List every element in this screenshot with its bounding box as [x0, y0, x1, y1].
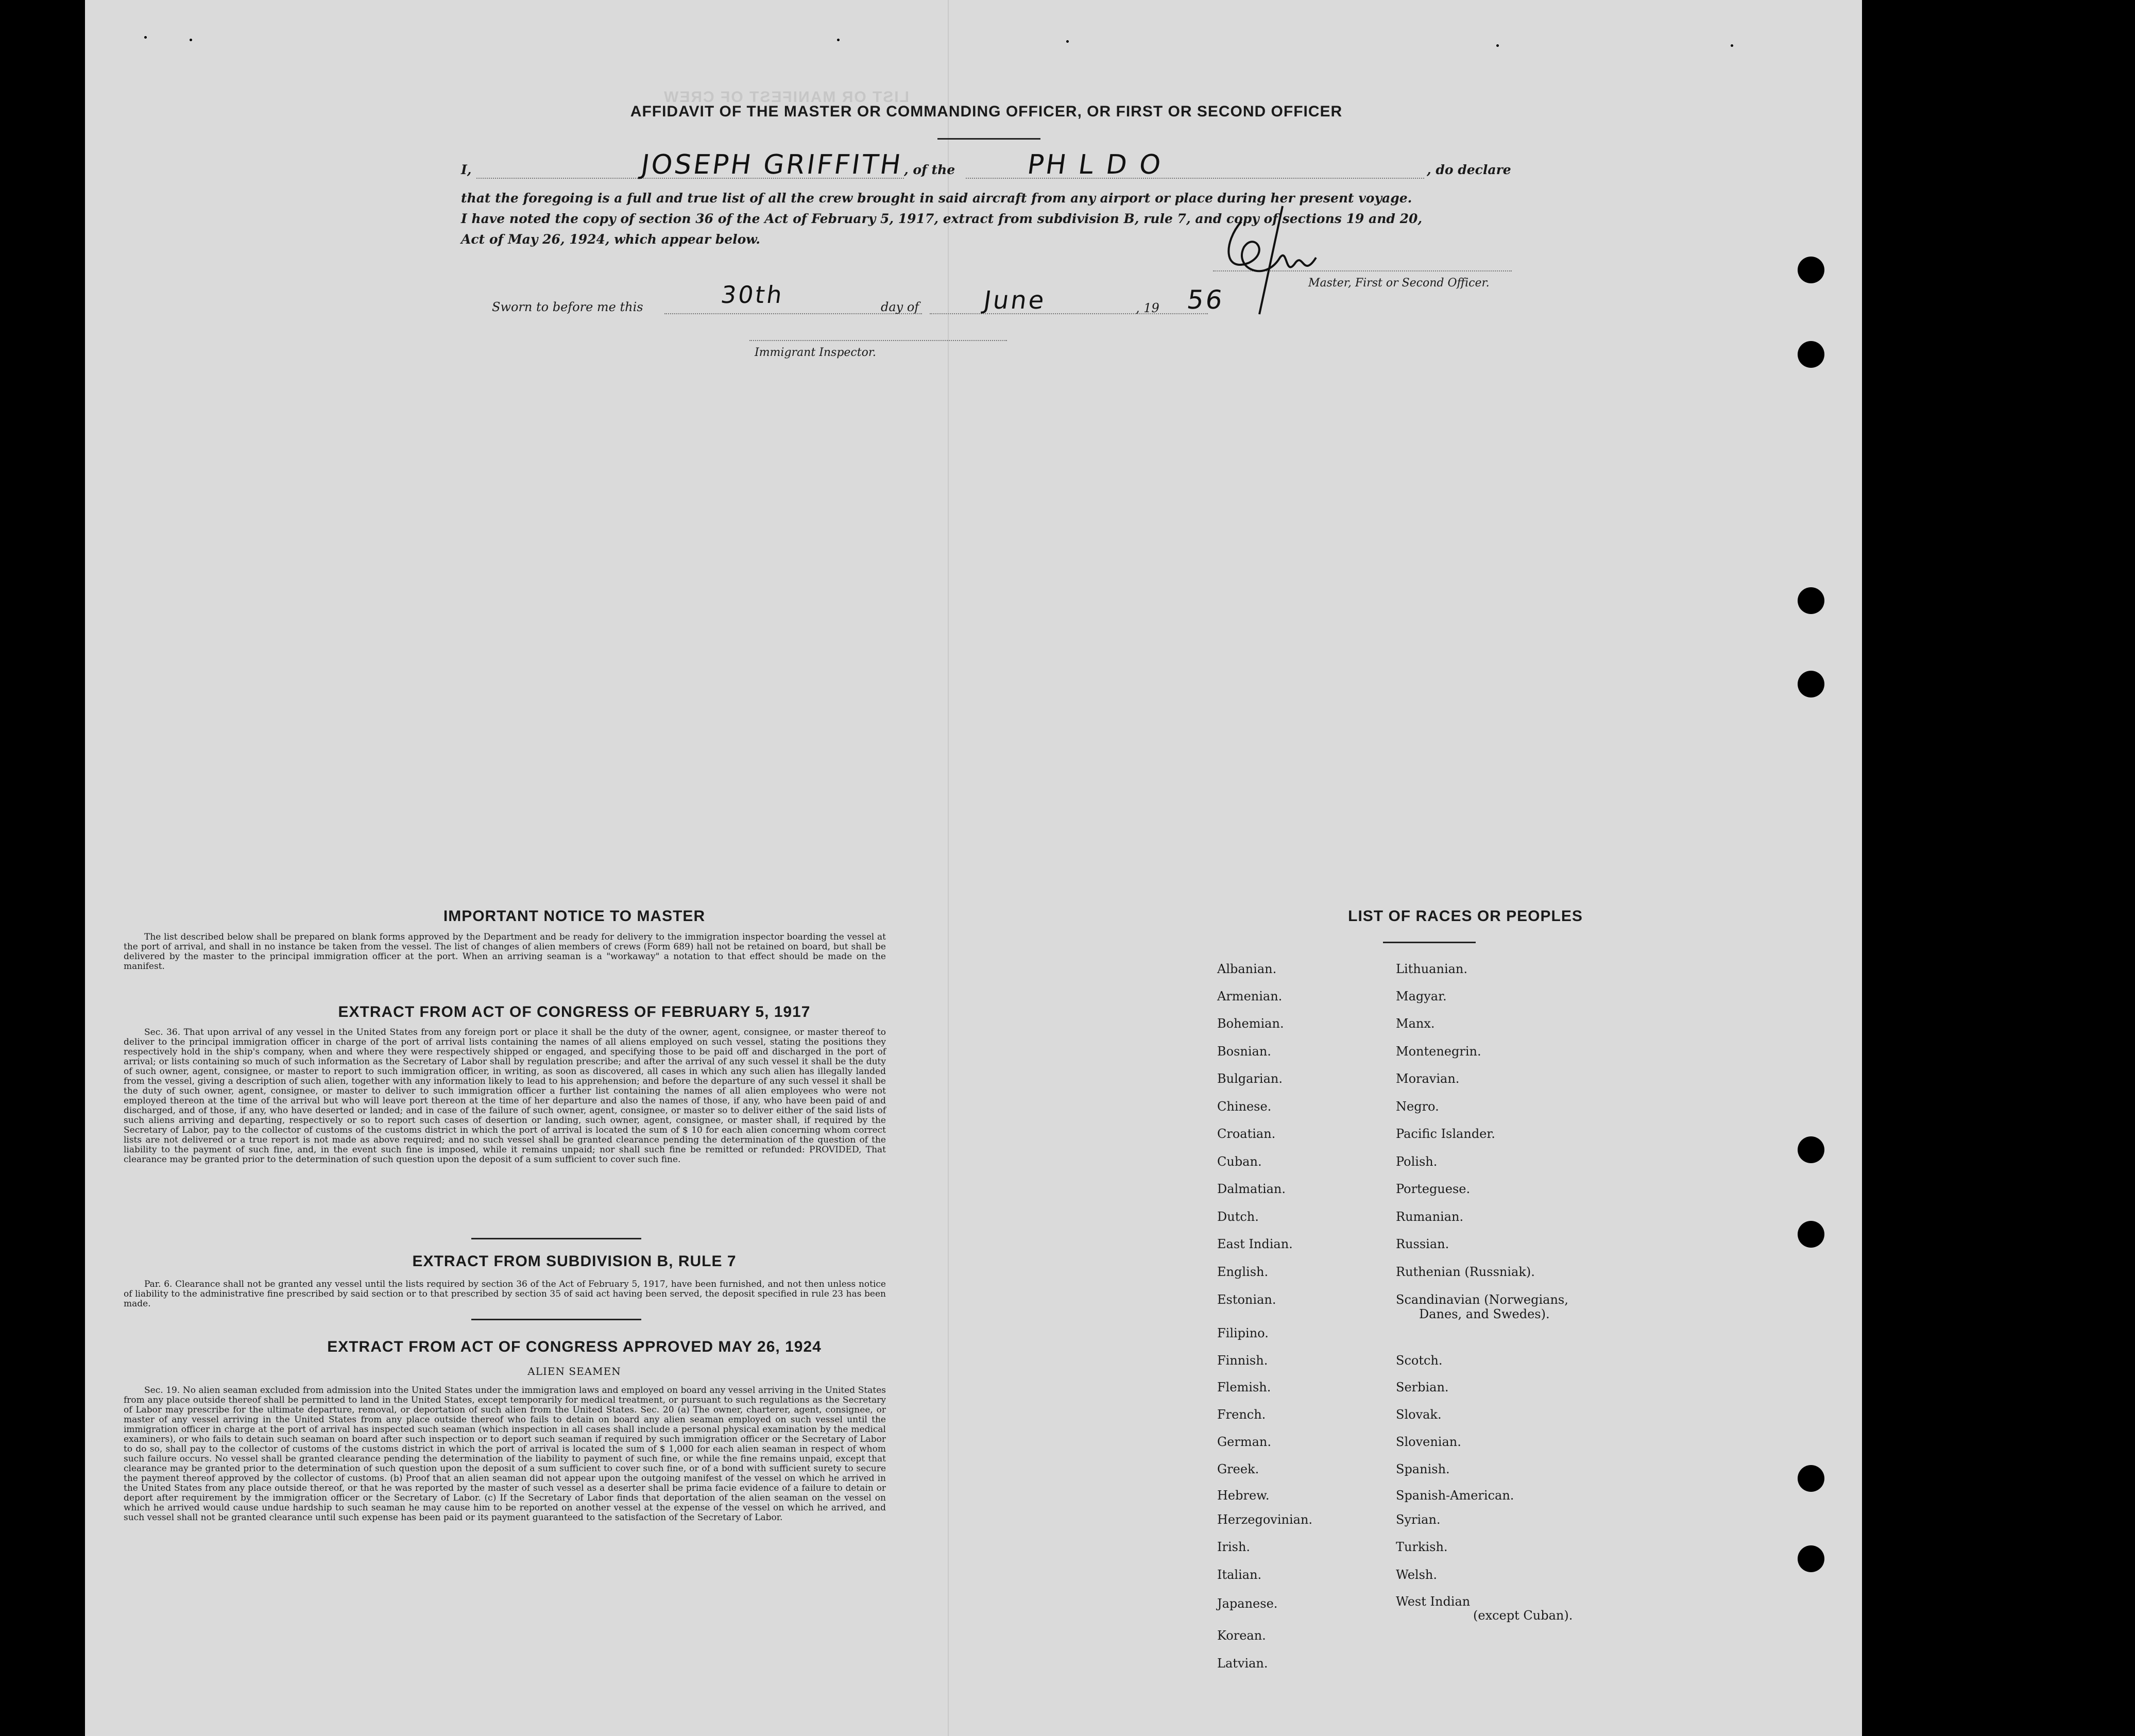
bleed-through-header: LIST OR MANIFEST OF CREW: [663, 89, 909, 106]
race-item: Korean.: [1217, 1628, 1266, 1643]
year-prefix-label: , 19: [1136, 301, 1159, 315]
extract-rule7-title: EXTRACT FROM SUBDIVISION B, RULE 7: [412, 1253, 737, 1270]
race-item: Italian.: [1217, 1568, 1262, 1582]
inspector-label: Immigrant Inspector.: [755, 346, 876, 359]
race-item: Porteguese.: [1396, 1182, 1471, 1196]
race-item: Moravian.: [1396, 1071, 1460, 1086]
race-item: Rumanian.: [1396, 1210, 1464, 1224]
extract-1917-title: EXTRACT FROM ACT OF CONGRESS OF FEBRUARY 5, 1917: [338, 1003, 811, 1020]
punch-hole: [1798, 1545, 1824, 1572]
punch-hole: [1798, 1221, 1824, 1248]
race-item: Pacific Islander.: [1396, 1127, 1495, 1141]
edge-speck: [1066, 40, 1069, 43]
race-item: Bohemian.: [1217, 1016, 1284, 1031]
punch-hole: [1798, 587, 1824, 614]
race-item: Dutch.: [1217, 1210, 1259, 1224]
race-item: Montenegrin.: [1396, 1044, 1481, 1059]
master-signature-label: Master, First or Second Officer.: [1308, 277, 1490, 290]
race-item: Manx.: [1396, 1016, 1435, 1031]
race-item: Danes, and Swedes).: [1419, 1307, 1550, 1321]
race-item: Irish.: [1217, 1540, 1251, 1554]
edge-speck: [1731, 44, 1733, 47]
race-item: Welsh.: [1396, 1568, 1437, 1582]
race-item: Latvian.: [1217, 1656, 1268, 1671]
race-item: German.: [1217, 1435, 1271, 1449]
day-of-label: day of: [881, 300, 919, 314]
race-item: West Indian: [1396, 1594, 1471, 1609]
affidavit-title-rule: [937, 138, 1040, 140]
extract-1924-subtitle: ALIEN SEAMEN: [527, 1365, 621, 1377]
race-item: Serbian.: [1396, 1380, 1449, 1394]
extract-1924-title: EXTRACT FROM ACT OF CONGRESS APPROVED MAY 26, 1924: [327, 1338, 822, 1355]
race-item: Chinese.: [1217, 1099, 1272, 1114]
of-the-label: , of the: [904, 162, 955, 177]
race-item: East Indian.: [1217, 1237, 1293, 1251]
edge-speck: [190, 39, 192, 41]
race-item: Cuban.: [1217, 1154, 1262, 1169]
race-item: Magyar.: [1396, 989, 1447, 1003]
page-fold: [948, 0, 949, 1736]
punch-hole: [1798, 1136, 1824, 1163]
race-item: Turkish.: [1396, 1540, 1448, 1554]
races-title-rule: [1383, 942, 1476, 943]
race-item: Armenian.: [1217, 989, 1283, 1003]
extract-1917-rule: [471, 1238, 641, 1239]
extract-rule7-body: Par. 6. Clearance shall not be granted any vessel until the lists required by section 36 of the Act of February 5, 1917, have been furnished, and not then unless notice of liability to the administrative fine prescribed by said section or to that prescribed by section 35 of said act having been served, the deposit specified in rule 23 has been made.: [124, 1279, 886, 1309]
punch-hole: [1798, 341, 1824, 368]
vessel-name-handwritten: PH L D O: [1025, 149, 1165, 180]
races-title: LIST OF RACES OR PEOPLES: [1348, 908, 1583, 925]
race-item: Spanish-American.: [1396, 1488, 1514, 1503]
race-item: Scandinavian (Norwegians,: [1396, 1292, 1568, 1307]
race-item: Russian.: [1396, 1237, 1449, 1251]
race-item: Herzegovinian.: [1217, 1512, 1313, 1527]
year-handwritten: 56: [1185, 285, 1226, 315]
notice-title: IMPORTANT NOTICE TO MASTER: [443, 908, 706, 925]
declare-label: , do declare: [1427, 162, 1511, 177]
punch-hole: [1798, 671, 1824, 697]
race-item: Filipino.: [1217, 1326, 1269, 1340]
race-item: Finnish.: [1217, 1353, 1268, 1368]
race-item: (except Cuban).: [1473, 1608, 1573, 1623]
race-item: Estonian.: [1217, 1292, 1276, 1307]
race-item: Syrian.: [1396, 1512, 1441, 1527]
punch-hole: [1798, 257, 1824, 283]
race-item: Bosnian.: [1217, 1044, 1271, 1059]
sworn-label: Sworn to before me this: [492, 300, 643, 314]
edge-speck: [1496, 44, 1499, 47]
race-item: Negro.: [1396, 1099, 1439, 1114]
extract-1917-body: Sec. 36. That upon arrival of any vessel in the United States from any foreign port or place it shall be the duty of the owner, agent, consignee, or master thereof to deliver to the principal immigration officer in charge of the port of arrival lists containing the names of all aliens employed on such vessel, stating the positions they respectively hold in the ship's company, when and where they were respectively shipped or engaged, and specifying those to be paid off and discharged in the port of arrival; or lists containing so much of such information as the Secretary of Labor shall by regulation prescribe; and after the arrival of any such vessel it shall be the duty of such owner, agent, consignee, or master to report to such immigration officer, in writing, as soon as discovered, all cases in which any such alien has illegally landed from the vessel, giving a description of such alien, together with any information likely to lead to his apprehension; and before the departure of any such vessel it shall be the duty of such owner, agent, consignee, or master to deliver to such immigration officer a further list containing the names of all alien employees who were not employed thereon at the time of the arrival but who will leave port thereon at the time of her departure and also the names of those, if any, who have been paid of and discharged, and of those, if any, who have deserted or landed; and in case of the failure of such owner, agent, consignee, or master so to deliver either of the said lists of such aliens arriving and departing, respectively or so to report such cases of desertion or landing, such owner, agent, consignee, or master shall, if required by the Secretary of Labor, pay to the collector of customs of the customs district in which the port of arrival is located the sum of $ 10 for each alien concerning whom correct lists are not delivered or a true report is not made as above required; and no such vessel shall be granted clearance pending the determination of the question of the liability to the payment of such fine, and, in the event such fine is imposed, while it remains unpaid; nor shall such fine be remitted or refunded: PROVIDED, That clearance may be granted prior to the determination of such question upon the deposit of a sum sufficient to cover such fine.: [124, 1027, 886, 1165]
punch-hole: [1798, 1465, 1824, 1492]
race-item: French.: [1217, 1407, 1266, 1422]
day-handwritten: 30th: [719, 281, 786, 309]
race-item: Bulgarian.: [1217, 1071, 1283, 1086]
race-item: Flemish.: [1217, 1380, 1271, 1394]
affidavit-line-2: that the foregoing is a full and true list of all the crew brought in said aircraft from any airport or place during her present voyage.: [461, 191, 1412, 206]
race-item: Slovenian.: [1396, 1435, 1461, 1449]
master-name-handwritten: JOSEPH GRIFFITH: [639, 149, 905, 180]
extract-1924-body: Sec. 19. No alien seaman excluded from admission into the United States under the immigration laws and employed on board any vessel arriving in the United States from any place outside thereof shall be permitted to land in the United States, except temporarily for medical treatment, or pursuant to such regulations as the Secretary of Labor may prescribe for the ultimate departure, removal, or deportation of such alien from the United States. Sec. 20 (a) The owner, charterer, agent, consignee, or master of any vessel arriving in the United States from any place outside thereof who fails to detain on board any alien seaman employed on such vessel until the immigration officer in charge at the port of arrival has inspected such seaman (which inspection in all cases shall include a personal physical examination by the medical examiners), or who fails to detain such seaman on board after such inspection or to deport such seaman if required by such immigration officer or the Secretary of Labor to do so, shall pay to the collector of customs of the customs district in which the port of arrival is located the sum of $ 1,000 for each alien seaman in respect of whom such failure occurs. No vessel shall be granted clearance pending the determination of the liability to payment of such fine, or while the fine remains unpaid, except that clearance may be granted prior to the determination of such question upon the deposit of a sum sufficient to cover such fine, or of a bond with sufficient surety to secure the payment thereof approved by the collector of customs. (b) Proof that an alien seaman did not appear upon the outgoing manifest of the vessel on which he arrived in the United States from any place outside thereof, or that he was reported by the master of such vessel as a deserter shall be prima facie evidence of a failure to detain or deport after requirement by the immigration officer or the Secretary of Labor. (c) If the Secretary of Labor finds that deportation of the alien seaman on the vessel on which he arrived would cause undue hardship to such seaman he may cause him to be reported on another vessel at the expense of the vessel on which he arrived, and such vessel shall not be granted clearance until such expense has been paid or its payment guaranteed to the satisfaction of the Secretary of Labor.: [124, 1385, 886, 1523]
affidavit-line-3: I have noted the copy of section 36 of the Act of February 5, 1917, extract from subdivision B, rule 7, and copy of sections 19 and 20,: [461, 211, 1423, 226]
notice-body: The list described below shall be prepared on blank forms approved by the Department and be ready for delivery to the immigration inspector boarding the vessel at the port of arrival, and shall in no instance be taken from the vessel. The list of changes of alien members of crews (Form 689) hall not be retained on board, but shall be delivered by the master to the principal immigration officer at the port. When an arriving seaman is a "workaway" a notation to that effect should be made on the manifest.: [124, 932, 886, 972]
extract-rule7-rule: [471, 1319, 641, 1320]
race-item: Spanish.: [1396, 1462, 1450, 1476]
race-item: Ruthenian (Russniak).: [1396, 1265, 1535, 1279]
race-item: Polish.: [1396, 1154, 1438, 1169]
race-item: Hebrew.: [1217, 1488, 1270, 1503]
edge-speck: [144, 36, 147, 39]
race-item: Slovak.: [1396, 1407, 1442, 1422]
race-item: Scotch.: [1396, 1353, 1443, 1368]
month-blank: [930, 313, 1208, 314]
race-item: English.: [1217, 1265, 1269, 1279]
race-item: Croatian.: [1217, 1127, 1276, 1141]
affidavit-title: AFFIDAVIT OF THE MASTER OR COMMANDING OFFICER, OR FIRST OR SECOND OFFICER: [630, 103, 1343, 120]
race-item: Japanese.: [1217, 1596, 1278, 1611]
affidavit-line-4: Act of May 26, 1924, which appear below.: [461, 232, 760, 247]
edge-speck: [837, 39, 840, 41]
month-handwritten: June: [982, 286, 1048, 315]
i-label: I,: [461, 162, 472, 177]
inspector-blank: [749, 340, 1007, 341]
race-item: Albanian.: [1217, 962, 1277, 976]
race-item: Dalmatian.: [1217, 1182, 1286, 1196]
race-item: Greek.: [1217, 1462, 1259, 1476]
race-item: Lithuanian.: [1396, 962, 1468, 976]
document-page: [85, 0, 1862, 1736]
